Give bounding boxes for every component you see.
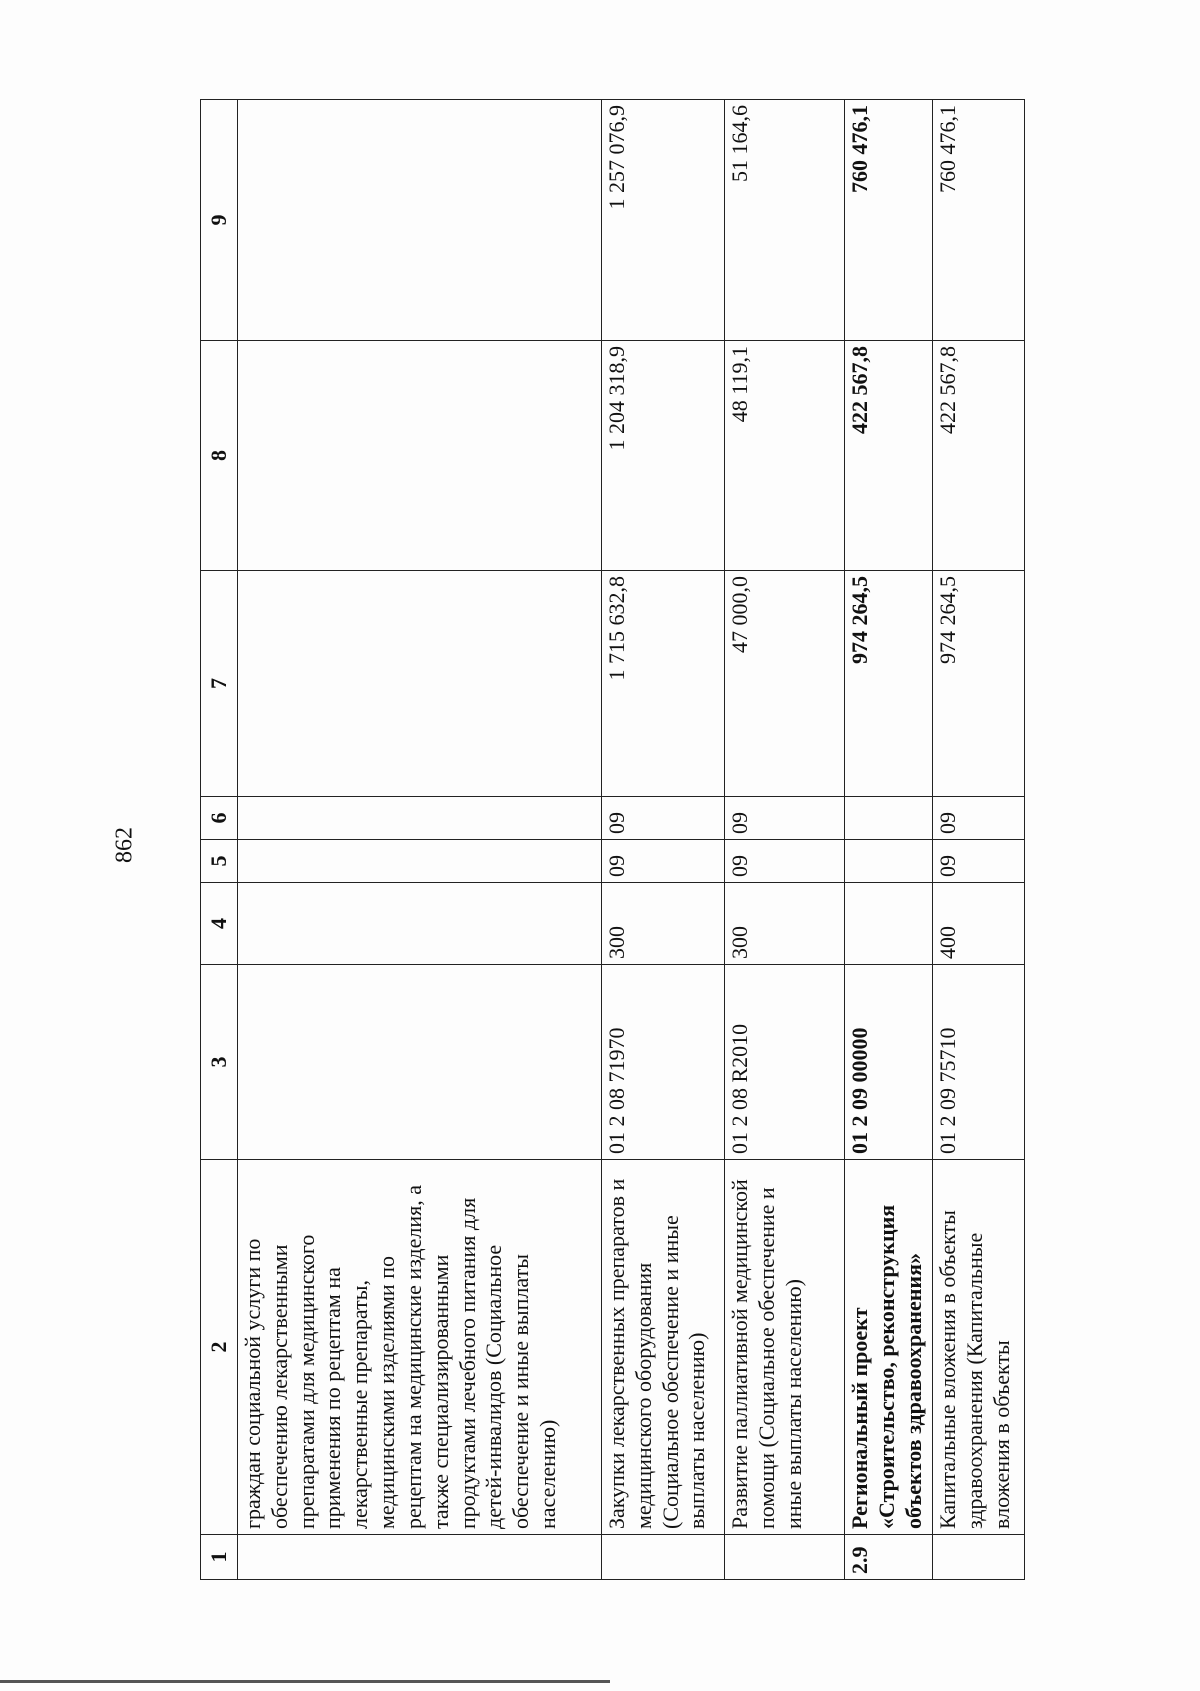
target-article-code bbox=[238, 965, 602, 1160]
row-number bbox=[933, 1535, 1025, 1580]
subsection-code bbox=[845, 797, 933, 840]
row-name: граждан социальной услуги по обеспечению лекарственными препаратами для медицинского применения по рецептам на лекарственные препараты, медицинскими изделиями по рецептам на медицинские изделия, а также специализированными продуктами лечебного питания для детей-инвалидов (Социальное обеспечение и иные выплаты населению) bbox=[238, 1160, 602, 1535]
subsection-code: 09 bbox=[933, 797, 1025, 840]
amount-year-2: 48 119,1 bbox=[725, 341, 845, 571]
header-cell: 1 bbox=[201, 1535, 238, 1580]
table-row bbox=[602, 100, 725, 1580]
expense-type-code: 300 bbox=[725, 883, 845, 965]
expense-type-code: 400 bbox=[933, 883, 1025, 965]
subsection-code: 09 bbox=[725, 797, 845, 840]
section-code bbox=[845, 840, 933, 883]
row-number bbox=[725, 1535, 845, 1580]
table-row bbox=[238, 100, 602, 1580]
amount-year-1 bbox=[238, 571, 602, 797]
amount-year-3: 760 476,1 bbox=[845, 100, 933, 341]
section-code: 09 bbox=[933, 840, 1025, 883]
amount-year-3: 760 476,1 bbox=[933, 100, 1025, 341]
row-number: 2.9 bbox=[845, 1535, 933, 1580]
amount-year-1: 974 264,5 bbox=[845, 571, 933, 797]
row-number bbox=[602, 1535, 725, 1580]
amount-year-3: 51 164,6 bbox=[725, 100, 845, 341]
table-row bbox=[933, 100, 1025, 1580]
target-article-code: 01 2 09 00000 bbox=[845, 965, 933, 1160]
rotated-page bbox=[200, 100, 1090, 1580]
row-name: Региональный проект «Строительство, реконструкция объектов здравоохранения» bbox=[845, 1160, 933, 1535]
expense-type-code bbox=[845, 883, 933, 965]
row-name: Развитие паллиативной медицинской помощи (Социальное обеспечение и иные выплаты населению) bbox=[725, 1160, 845, 1535]
amount-year-2: 422 567,8 bbox=[845, 341, 933, 571]
header-row bbox=[201, 100, 238, 1580]
target-article-code: 01 2 08 71970 bbox=[602, 965, 725, 1160]
amount-year-2 bbox=[238, 341, 602, 571]
header-cell: 4 bbox=[201, 883, 238, 965]
section-code bbox=[238, 840, 602, 883]
budget-table bbox=[200, 99, 1025, 1580]
header-cell: 2 bbox=[201, 1160, 238, 1535]
amount-year-3 bbox=[238, 100, 602, 341]
header-cell: 9 bbox=[201, 100, 238, 341]
expense-type-code: 300 bbox=[602, 883, 725, 965]
page-number: 862 bbox=[111, 827, 138, 863]
amount-year-1: 974 264,5 bbox=[933, 571, 1025, 797]
subsection-code bbox=[238, 797, 602, 840]
header-cell: 6 bbox=[201, 797, 238, 840]
scan-edge-line bbox=[0, 1680, 610, 1683]
header-cell: 5 bbox=[201, 840, 238, 883]
amount-year-3: 1 257 076,9 bbox=[602, 100, 725, 341]
table-row bbox=[725, 100, 845, 1580]
target-article-code: 01 2 08 R2010 bbox=[725, 965, 845, 1160]
subsection-code: 09 bbox=[602, 797, 725, 840]
target-article-code: 01 2 09 75710 bbox=[933, 965, 1025, 1160]
row-number bbox=[238, 1535, 602, 1580]
header-cell: 8 bbox=[201, 341, 238, 571]
amount-year-2: 1 204 318,9 bbox=[602, 341, 725, 571]
expense-type-code bbox=[238, 883, 602, 965]
amount-year-2: 422 567,8 bbox=[933, 341, 1025, 571]
amount-year-1: 1 715 632,8 bbox=[602, 571, 725, 797]
header-cell: 7 bbox=[201, 571, 238, 797]
header-cell: 3 bbox=[201, 965, 238, 1160]
section-code: 09 bbox=[725, 840, 845, 883]
section-code: 09 bbox=[602, 840, 725, 883]
row-name: Закупки лекарственных препаратов и медицинского оборудования (Социальное обеспечение и иные выплаты населению) bbox=[602, 1160, 725, 1535]
table-row bbox=[845, 100, 933, 1580]
amount-year-1: 47 000,0 bbox=[725, 571, 845, 797]
row-name: Капитальные вложения в объекты здравоохранения (Капитальные вложения в объекты bbox=[933, 1160, 1025, 1535]
